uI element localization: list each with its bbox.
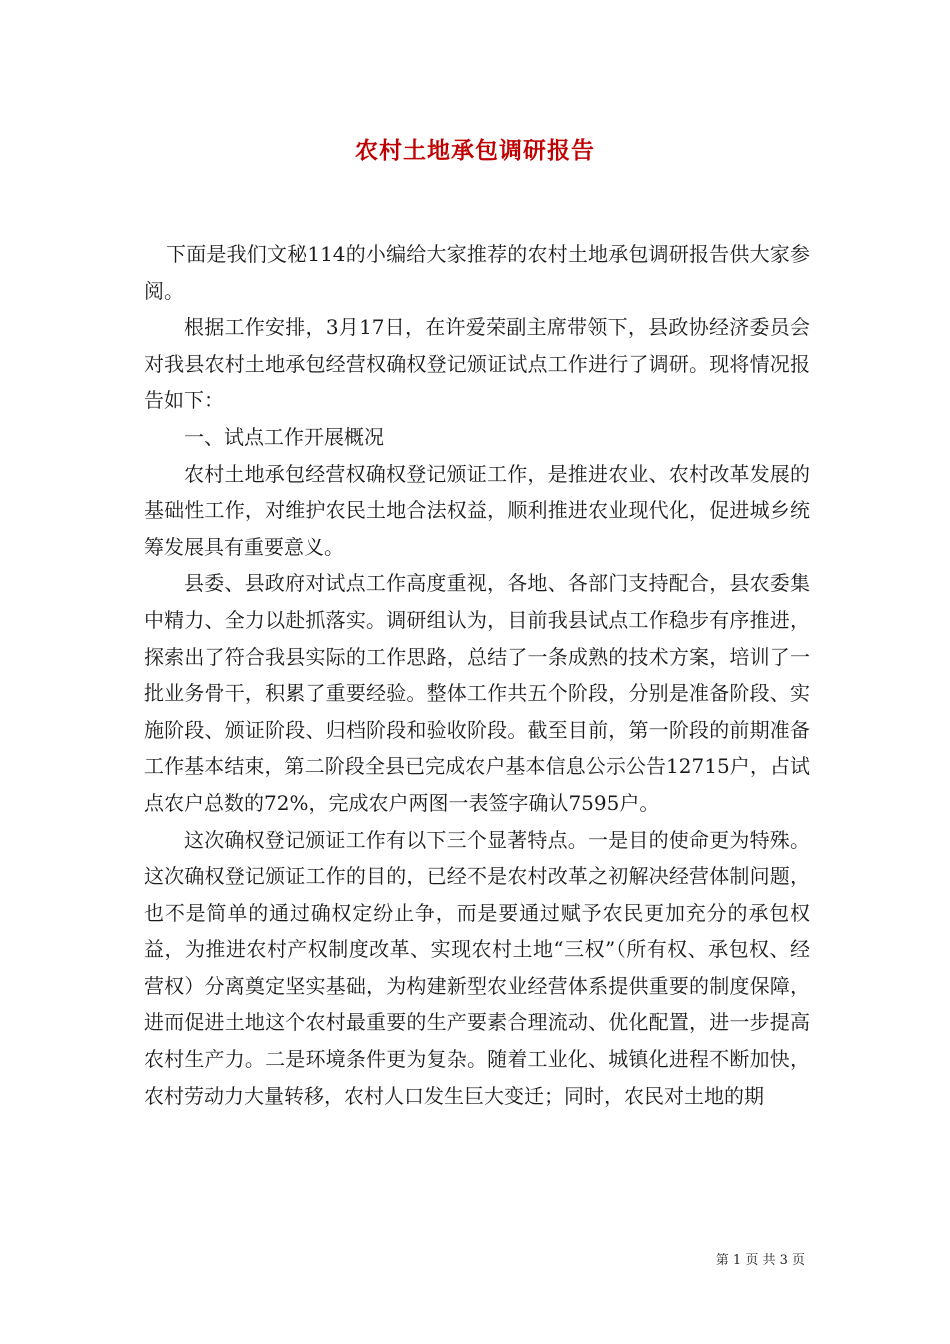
document-title: 农村土地承包调研报告 <box>355 137 595 164</box>
progress-paragraph: 县委、县政府对试点工作高度重视，各地、各部门支持配合，县农委集中精力、全力以赴抓落实。调研组认为，目前我县试点工作稳步有序推进，探索出了符合我县实际的工作思路，总结了一条成熟的技术方案，培训了一批业务骨干，积累了重要经验。整体工作共五个阶段，分别是准备阶段、实施阶段、颁证阶段、归档阶段和验收阶段。截至目前，第一阶段的前期准备工作基本结束，第二阶段全县已完成农户基本信息公示公告12715户，占试点农户总数的72%，完成农户两图一表签字确认7595户。 <box>144 571 810 815</box>
document-body <box>144 236 810 1114</box>
background-paragraph: 根据工作安排，3月17日，在许爱荣副主席带领下，县政协经济委员会对我县农村土地承包经营权确权登记颁证试点工作进行了调研。现将情况报告如下： <box>144 315 810 413</box>
section-heading: 一、试点工作开展概况 <box>184 424 384 449</box>
features-paragraph: 这次确权登记颁证工作有以下三个显著特点。一是目的使命更为特殊。这次确权登记颁证工作的目的，已经不是农村改革之初解决经营体制问题，也不是简单的通过确权定纷止争，而是要通过赋予农民更加充分的承包权益，为推进农村产权制度改革、实现农村土地“三权”（所有权、承包权、经营权）分离奠定坚实基础，为构建新型农业经营体系提供重要的制度保障，进而促进土地这个农村最重要的生产要素合理流动、优化配置，进一步提高农村生产力。二是环境条件更为复杂。随着工业化、城镇化进程不断加快，农村劳动力大量转移，农村人口发生巨大变迁；同时，农民对土地的期 <box>144 827 810 1108</box>
intro-paragraph: 下面是我们文秘114的小编给大家推荐的农村土地承包调研报告供大家参阅。 <box>144 242 810 303</box>
significance-paragraph: 农村土地承包经营权确权登记颁证工作，是推进农业、农村改革发展的基础性工作，对维护农民土地合法权益，顺利推进农业现代化，促进城乡统筹发展具有重要意义。 <box>144 461 810 559</box>
page-number: 第 1 页 共 3 页 <box>715 1253 805 1268</box>
